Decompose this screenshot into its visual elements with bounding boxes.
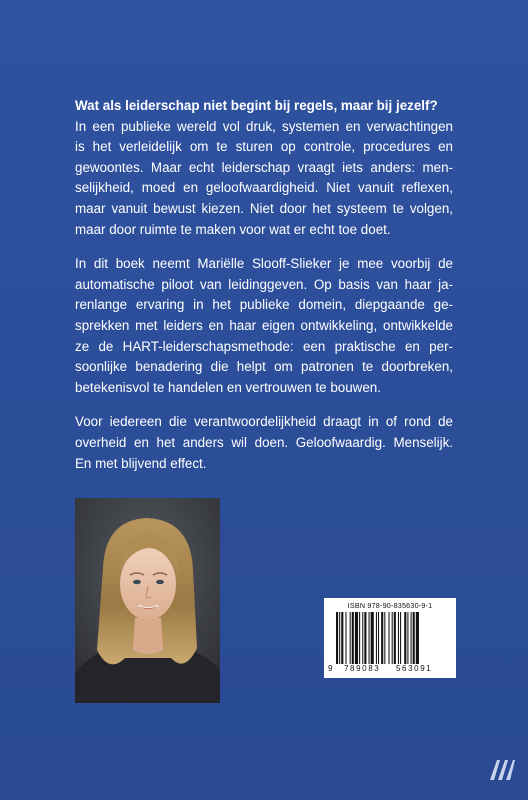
barcode-bar — [336, 612, 338, 664]
barcode-bar — [359, 612, 360, 664]
text-line: renlange ervaring in het publieke domein, diepgaande ge- — [75, 297, 453, 313]
text-line: En met blijvend effect. — [75, 455, 207, 471]
barcode-digit-group-2: 563091 — [396, 664, 433, 673]
barcode-bar — [341, 612, 343, 664]
isbn-barcode — [324, 598, 456, 678]
barcode-bar — [371, 612, 374, 664]
barcode-bar — [413, 612, 415, 664]
text-line: gewoontes. Maar echt leiderschap vraagt iets anders: men- — [75, 159, 453, 175]
barcode-bar — [404, 612, 406, 664]
author-photo — [75, 498, 220, 703]
text-line: ze de HART-leiderschapsmethode: een praktische en per- — [75, 338, 453, 354]
lead-question: Wat als leiderschap niet begint bij regels, maar bij jezelf? — [75, 98, 438, 113]
barcode-bar — [362, 612, 363, 664]
barcode-bar — [394, 612, 396, 664]
barcode-bar — [411, 612, 412, 664]
barcode-digit-lead: 9 — [328, 664, 333, 673]
publisher-logo-icon — [488, 758, 516, 782]
author-portrait-image — [75, 498, 220, 703]
barcode-bar — [381, 612, 383, 664]
barcode-digit-group-1: 789083 — [344, 664, 381, 673]
text-line: overheid en het anders wil doen. Geloofwaardig. Menselijk. — [75, 434, 453, 450]
paragraph-1 — [75, 96, 453, 240]
isbn-label: ISBN 978-90-835630-9-1 — [347, 601, 433, 610]
barcode-bar — [369, 612, 370, 664]
text-line: In een publieke wereld vol druk, systemen en verwachtingen — [75, 118, 453, 134]
barcode-bar — [345, 612, 346, 664]
barcode-bar — [400, 612, 401, 664]
barcode-bar — [392, 612, 393, 664]
barcode-bar — [376, 612, 377, 664]
blurb-text — [75, 96, 453, 488]
paragraph-2 — [75, 254, 453, 398]
text-line: maar vanuit bewust kiezen. Niet door het systeem te volgen, — [75, 200, 453, 216]
text-line: sprekken met leiders en haar eigen ontwikkeling, ontwikkelde — [75, 317, 453, 333]
barcode-bar — [384, 612, 385, 664]
text-line: soonlijke benadering die helpt om patronen te doorbreken, — [75, 359, 453, 375]
text-line: Voor iedereen die verantwoordelijkheid draagt in of rond de — [75, 414, 453, 430]
barcode-bar — [355, 612, 358, 664]
text-line: maar door ruimte te maken voor wat er echt toe doet. — [75, 221, 391, 237]
barcode-bar — [407, 612, 408, 664]
barcode-bar — [350, 612, 351, 664]
text-line: automatische piloot van leidinggeven. Op basis van haar ja- — [75, 276, 453, 292]
barcode-bar — [364, 612, 366, 664]
text-line: In dit boek neemt Mariëlle Slooff-Slieker je mee voorbij de — [75, 256, 453, 272]
text-line: is het verleidelijk om te sturen op controle, procedures en — [75, 139, 453, 155]
paragraph-3 — [75, 412, 453, 474]
barcode-bar — [339, 612, 340, 664]
text-line: selijkheid, moed en geloofwaardigheid. Niet vanuit reflexen, — [75, 180, 453, 196]
barcode-bar — [378, 612, 379, 664]
barcode-bar — [352, 612, 354, 664]
barcode-bar — [389, 612, 390, 664]
barcode-bar — [398, 612, 399, 664]
barcode-bars — [336, 612, 448, 664]
text-line: betekenisvol te handelen en vertrouwen te bouwen. — [75, 379, 381, 395]
barcode-bar — [416, 612, 419, 664]
